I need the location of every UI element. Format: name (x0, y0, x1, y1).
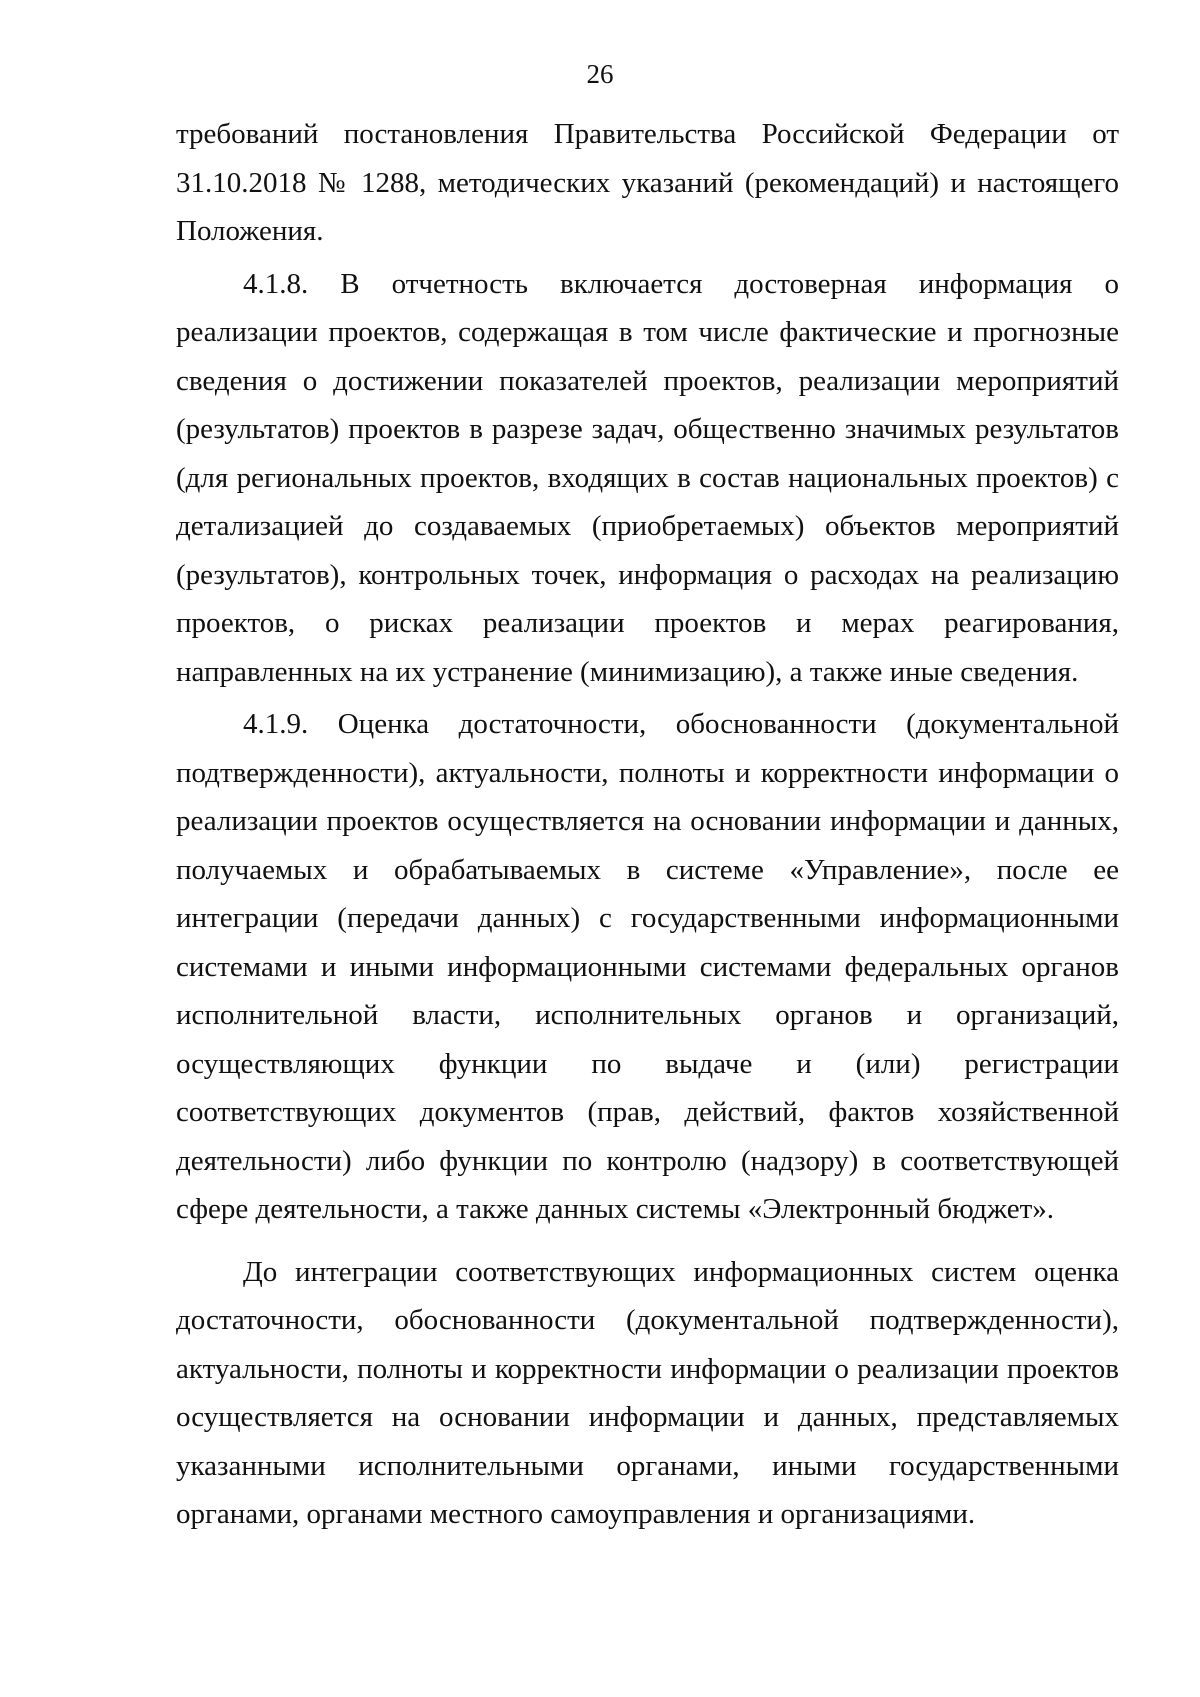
document-body (176, 110, 1119, 1539)
paragraph-continuation: требований постановления Правительства Российской Федерации от 31.10.2018 № 1288, методических указаний (рекомендаций) и настоящего Положения. (176, 118, 1119, 247)
paragraph-clause-4-1-9-continued: До интеграции соответствующих информационных систем оценка достаточности, обоснованности (документальной подтвержденности), актуальности, полноты и корректности информации о реализации проектов осуществляется на основании информации и данных, представляемых указанными исполнительными органами, иными государственными органами, органами местного самоуправления и организациями. (176, 1255, 1119, 1530)
page-number: 26 (586, 59, 614, 89)
paragraph-clause-4-1-8: 4.1.8. В отчетность включается достоверная информация о реализации проектов, содержащая в том числе фактические и прогнозные сведения о достижении показателей проектов, реализации мероприятий (результатов) проектов в разрезе задач, общественно значимых результатов (для региональных проектов, входящих в состав национальных проектов) с детализацией до создаваемых (приобретаемых) объектов мероприятий (результатов), контрольных точек, информация о расходах на реализацию проектов, о рисках реализации проектов и мерах реагирования, направленных на их устранение (минимизацию), а также иные сведения. (176, 267, 1119, 688)
paragraph-clause-4-1-9: 4.1.9. Оценка достаточности, обоснованности (документальной подтвержденности), актуальности, полноты и корректности информации о реализации проектов осуществляется на основании информации и данных, получаемых и обрабатываемых в системе «Управление», после ее интеграции (передачи данных) с государственными информационными системами и иными информационными системами федеральных органов исполнительной власти, исполнительных органов и организаций, осуществляющих функции по выдаче и (или) регистрации соответствующих документов (прав, действий, фактов хозяйственной деятельности) либо функции по контролю (надзору) в соответствующей сфере деятельности, а также данных системы «Электронный бюджет». (176, 708, 1119, 1225)
